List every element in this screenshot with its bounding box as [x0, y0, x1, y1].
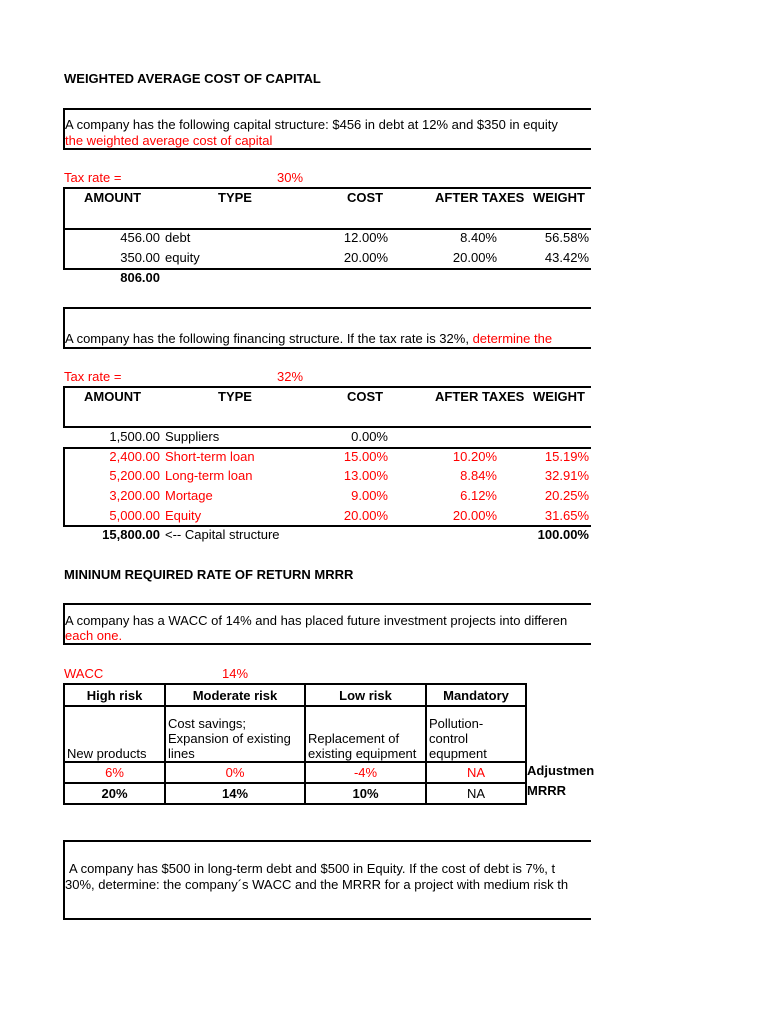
table2-header-amount: AMOUNT [84, 389, 142, 404]
tax-rate-label-1: Tax rate = [64, 170, 122, 185]
table2-total-weight: 100.00% [537, 527, 589, 542]
table2-header-after-taxes: AFTER TAXES [435, 389, 525, 404]
table1-cell-cost: 20.00% [343, 250, 388, 265]
table2-cell-type: Suppliers [165, 429, 220, 444]
mrrr-problem-line1: A company has a WACC of 14% and has placed future investment projects into differen [65, 613, 568, 628]
table1-cell-after-taxes: 20.00% [452, 250, 497, 265]
mrrr-risk-table [63, 683, 527, 805]
table2-cell-after-taxes: 20.00% [452, 508, 497, 523]
table2-total-label: <-- Capital structure [165, 527, 280, 542]
header-mandatory: Mandatory [426, 684, 526, 706]
problem2-text-red: determine the [472, 331, 553, 346]
table1-cell-weight: 43.42% [544, 250, 589, 265]
adjustments-row-label: Adjustmen [527, 763, 595, 778]
table2-cell-amount: 3,200.00 [109, 488, 160, 503]
table2-cell-after-taxes: 8.84% [460, 468, 497, 483]
table2-total-amount: 15,800.00 [102, 527, 160, 542]
table2-cell-cost: 9.00% [351, 488, 388, 503]
table1-header-cost: COST [347, 190, 384, 205]
table1-cell-weight: 56.58% [544, 230, 589, 245]
header-moderate-risk: Moderate risk [165, 684, 305, 706]
mrrr-adjustment-row [64, 762, 526, 783]
mrrr-low-risk: 10% [305, 783, 426, 804]
table2-cell-amount: 5,200.00 [109, 468, 160, 483]
table2-header-left-border [63, 386, 65, 426]
desc-mandatory: Pollution- control equpment [426, 706, 526, 762]
table1-header-type: TYPE [218, 190, 252, 205]
tax-rate-value-2: 32% [277, 369, 304, 384]
table1-cell-amount: 350.00 [120, 250, 160, 265]
adjustment-mandatory: NA [426, 762, 526, 783]
table1-header-weight: WEIGHT [533, 190, 585, 205]
table1-total-amount: 806.00 [120, 270, 160, 285]
final-problem-box [63, 840, 591, 920]
table2-cell-amount: 5,000.00 [109, 508, 160, 523]
table1-cell-type: debt [165, 230, 191, 245]
mrrr-header-row [64, 684, 526, 706]
wacc-section-title: WEIGHTED AVERAGE COST OF CAPITAL [64, 71, 321, 86]
problem2-text [65, 331, 552, 347]
table2-cell-weight: 15.19% [544, 449, 589, 464]
mrrr-value-row [64, 783, 526, 804]
header-high-risk: High risk [64, 684, 165, 706]
table2-cell-weight: 32.91% [544, 468, 589, 483]
mrrr-description-row [64, 706, 526, 762]
table2-cell-type: Equity [165, 508, 202, 523]
desc-high-risk: New products [64, 706, 165, 762]
table2-header-type: TYPE [218, 389, 252, 404]
table2-cell-type: Mortage [165, 488, 213, 503]
wacc-value: 14% [222, 666, 249, 681]
table1-cell-amount: 456.00 [120, 230, 160, 245]
table2-cell-amount: 2,400.00 [109, 449, 160, 464]
desc-moderate-risk: Cost savings; Expansion of existing lines [165, 706, 305, 762]
table2-cell-type: Long-term loan [165, 468, 253, 483]
problem1-text-line2: the weighted average cost of capital [65, 133, 273, 148]
mrrr-section-title: MININUM REQUIRED RATE OF RETURN MRRR [64, 567, 354, 582]
table2-cell-weight: 20.25% [544, 488, 589, 503]
table2-cell-weight: 31.65% [544, 508, 589, 523]
table2-header-weight: WEIGHT [533, 389, 585, 404]
mrrr-mandatory: NA [426, 783, 526, 804]
adjustment-high-risk: 6% [64, 762, 165, 783]
header-low-risk: Low risk [305, 684, 426, 706]
tax-rate-label-2: Tax rate = [64, 369, 122, 384]
problem2-statement-box [63, 307, 591, 349]
table1-header-after-taxes: AFTER TAXES [435, 190, 525, 205]
final-problem-line2: 30%, determine: the company´s WACC and the MRRR for a project with medium risk th [65, 877, 569, 892]
table2-cell-after-taxes: 10.20% [452, 449, 497, 464]
table2-red-block-left [63, 447, 65, 526]
problem2-text-black: A company has the following financing structure. If the tax rate is 32%, [65, 331, 473, 346]
final-problem-line1: A company has $500 in long-term debt and $500 in Equity. If the cost of debt is 7%, t [69, 861, 556, 876]
wacc-label: WACC [64, 666, 104, 681]
mrrr-problem-line2: each one. [65, 628, 123, 643]
table2-cell-cost: 0.00% [351, 429, 388, 444]
table2-cell-amount: 1,500.00 [109, 429, 160, 444]
table2-header-divider [63, 426, 591, 428]
table2-header-cost: COST [347, 389, 384, 404]
mrrr-high-risk: 20% [64, 783, 165, 804]
mrrr-problem-box [63, 603, 591, 645]
tax-rate-value-1: 30% [277, 170, 304, 185]
table2-cell-cost: 20.00% [343, 508, 388, 523]
mrrr-row-label: MRRR [527, 783, 566, 798]
table2-cell-type: Short-term loan [165, 449, 255, 464]
table2-cell-cost: 13.00% [343, 468, 388, 483]
adjustment-low-risk: -4% [305, 762, 426, 783]
table2-cell-cost: 15.00% [343, 449, 388, 464]
mrrr-moderate-risk: 14% [165, 783, 305, 804]
desc-low-risk: Replacement of existing equipment [305, 706, 426, 762]
table1-cell-after-taxes: 8.40% [460, 230, 497, 245]
table2-top-border [63, 386, 591, 388]
table1-cell-type: equity [165, 250, 200, 265]
problem1-statement-box [63, 108, 591, 150]
table1-top-border [63, 187, 591, 189]
adjustment-moderate-risk: 0% [165, 762, 305, 783]
table1-header-amount: AMOUNT [84, 190, 142, 205]
table2-cell-after-taxes: 6.12% [460, 488, 497, 503]
table1-cell-cost: 12.00% [343, 230, 388, 245]
problem1-text-line1: A company has the following capital structure: $456 in debt at 12% and $350 in equity [65, 117, 558, 132]
